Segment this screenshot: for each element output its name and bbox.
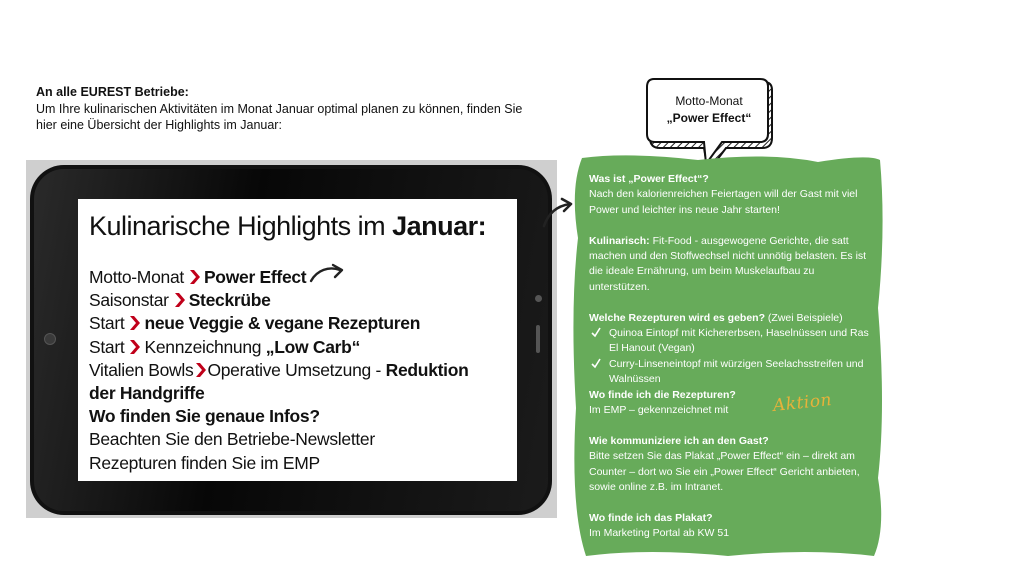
line-label: Vitalien Bowls <box>89 359 194 380</box>
line-value-plain: Operative Umsetzung - <box>207 359 386 380</box>
info-heading <box>89 405 509 428</box>
list-item <box>89 336 509 359</box>
panel-kulinarisch <box>589 234 874 296</box>
line-label: Saisonstar <box>89 290 169 311</box>
intro-heading: An alle EUREST Betriebe: <box>36 85 189 99</box>
panel-question: Was ist „Power Effect“? <box>589 173 709 185</box>
line-value: neue Veggie & vegane Rezepturen <box>144 313 421 334</box>
list-item-continuation <box>89 382 509 405</box>
chevron-right-icon <box>129 316 140 330</box>
list-item <box>89 359 509 382</box>
recipe-text: Curry-Linseneintopf mit würzigen Seelachsstreifen und Walnüssen <box>609 357 864 386</box>
list-item <box>89 289 509 312</box>
panel-question-recipes <box>589 311 874 326</box>
tablet-title <box>89 211 486 242</box>
kulinarisch-label: Kulinarisch: <box>589 234 650 247</box>
list-item <box>589 357 874 388</box>
recipe-text: Quinoa Eintopf mit Kichererbsen, Haselnüssen und Ras El Hanout (Vegan) <box>609 327 869 355</box>
panel-question: Wo finde ich die Rezepturen? <box>589 388 736 401</box>
line-continuation: der Handgriffe <box>89 383 205 404</box>
list-item <box>89 312 509 335</box>
checkmark-icon <box>591 326 601 338</box>
tablet-screen <box>78 199 517 481</box>
panel-answer: Im Marketing Portal ab KW 51 <box>589 527 730 540</box>
panel-question-note: (Zwei Beispiele) <box>765 311 843 324</box>
line-value: Reduktion <box>385 359 469 380</box>
intro-body: Um Ihre kulinarischen Aktivitäten im Monat Januar optimal planen zu können, finden Sie hier eine Übersicht der Highlights im Januar: <box>36 101 523 132</box>
chevron-right-icon <box>129 340 140 354</box>
chevron-right-icon <box>189 270 200 284</box>
intro-text <box>36 84 536 134</box>
kulinarisch-text: Fit-Food - ausgewogene Gerichte, die satt machen und den Stoffwechsel nicht unnötig belasten. Es ist die ideale Ernährung, um beim Muskelaufbau zu unterstützen. <box>589 234 867 293</box>
chevron-right-icon <box>195 363 206 377</box>
checkmark-icon <box>591 357 601 369</box>
panel-question: Wie kommuniziere ich an den Gast? <box>589 434 769 447</box>
home-button-icon <box>535 295 542 302</box>
chevron-right-icon <box>174 293 185 307</box>
bubble-line-2: „Power Effect“ <box>666 111 752 125</box>
line-value: Power Effect <box>203 267 307 287</box>
line-value: „Low Carb“ <box>265 336 361 357</box>
panel-answer: Im EMP – gekennzeichnet mit <box>589 404 729 417</box>
recipe-list <box>589 326 874 388</box>
info-line: Beachten Sie den Betriebe-Newsletter <box>89 429 375 450</box>
info-line: Rezepturen finden Sie im EMP <box>89 452 320 473</box>
line-value-plain: Kennzeichnung <box>144 336 266 357</box>
aktion-label: Aktion <box>772 389 833 417</box>
speech-bubble-text <box>650 93 768 127</box>
list-item <box>89 266 509 289</box>
line-label: Motto-Monat <box>89 267 184 287</box>
title-prefix: Kulinarische Highlights im <box>89 211 393 241</box>
panel-answer: Bitte setzen Sie das Plakat „Power Effect“ ein – direkt am Counter – dort wo Sie ein „Power Effect“ Gericht anbieten, sowie online z.B. im Intranet. <box>589 450 860 494</box>
info-panel <box>589 172 874 542</box>
title-month: Januar: <box>392 211 487 241</box>
list-item <box>589 326 874 357</box>
panel-answer: Nach den kalorienreichen Feiertagen will der Gast mit viel Power und leichter ins neue Jahr starten! <box>589 188 858 216</box>
camera-icon <box>44 333 56 345</box>
line-value: Steckrübe <box>188 290 271 311</box>
line-label: Start <box>89 313 125 334</box>
panel-question: Welche Rezepturen wird es geben? <box>589 311 766 324</box>
line-label: Start <box>89 336 125 357</box>
info-heading-text: Wo finden Sie genaue Infos? <box>89 406 320 427</box>
bubble-line-1: Motto-Monat <box>675 94 743 108</box>
side-button-icon <box>536 325 540 353</box>
highlights-list <box>89 266 509 475</box>
panel-question: Wo finde ich das Plakat? <box>589 511 713 524</box>
